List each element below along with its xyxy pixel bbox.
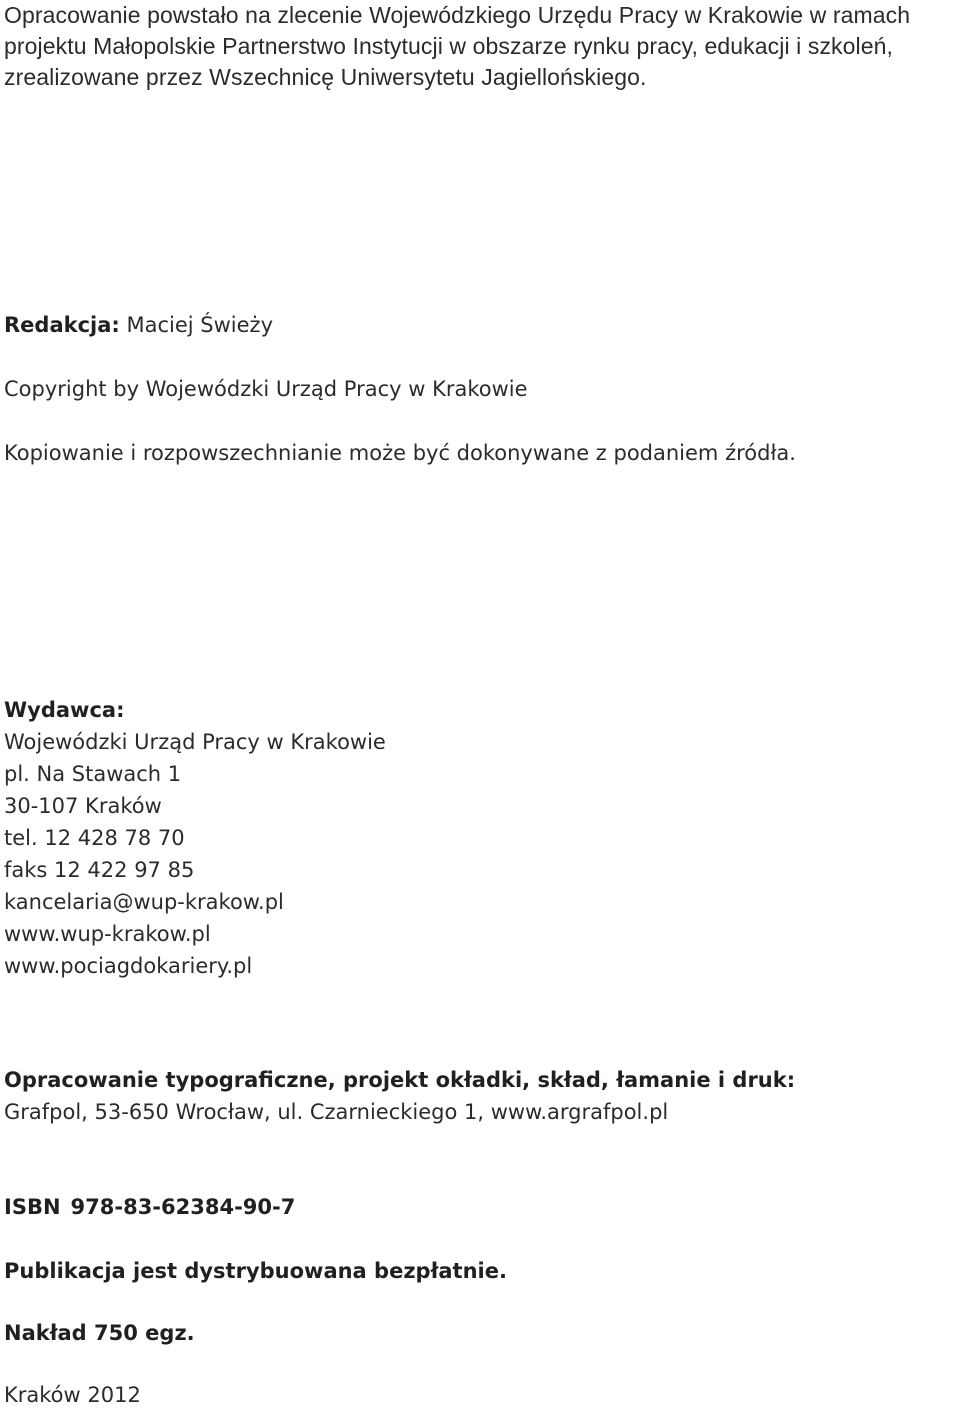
place-and-year: Kraków 2012 (4, 1383, 141, 1407)
copying-notice: Kopiowanie i rozpowszechnianie może być dokonywane z podaniem źródła. (4, 441, 796, 465)
intro-line: Opracowanie powstało na zlecenie Wojewódzkiego Urzędu Pracy w Krakowie w ramach (4, 2, 911, 28)
intro-line: projektu Małopolskie Partnerstwo Instytucji w obszarze rynku pracy, edukacji i szkoleń, (4, 33, 894, 59)
isbn-value: 978-83-62384-90-7 (70, 1195, 296, 1219)
publisher-website: www.wup-krakow.pl (4, 922, 211, 946)
intro-line: zrealizowane przez Wszechnicę Uniwersytetu Jagiellońskiego. (4, 64, 647, 90)
intro-paragraph (4, 0, 910, 93)
typography-credit: Grafpol, 53-650 Wrocław, ul. Czarnieckiego 1, www.argrafpol.pl (4, 1100, 669, 1124)
redakcja-line (4, 313, 273, 337)
publisher-phone: tel. 12 428 78 70 (4, 826, 185, 850)
distribution-notice: Publikacja jest dystrybuowana bezpłatnie. (4, 1259, 507, 1283)
publisher-street: pl. Na Stawach 1 (4, 762, 182, 786)
print-run: Nakład 750 egz. (4, 1321, 195, 1345)
copyright-line: Copyright by Wojewódzki Urząd Pracy w Krakowie (4, 377, 528, 401)
publisher-fax: faks 12 422 97 85 (4, 858, 195, 882)
redakcja-value: Maciej Świeży (119, 313, 273, 337)
redakcja-label: Redakcja: (4, 313, 120, 337)
publisher-label: Wydawca: (4, 698, 125, 722)
isbn-label: ISBN (4, 1195, 61, 1219)
publisher-block (4, 694, 386, 982)
typography-heading: Opracowanie typograficzne, projekt okładki, skład, łamanie i druk: (4, 1068, 796, 1092)
publisher-website-secondary: www.pociagdokariery.pl (4, 954, 253, 978)
publisher-city: 30-107 Kraków (4, 794, 162, 818)
publisher-email: kancelaria@wup-krakow.pl (4, 890, 284, 914)
publisher-name: Wojewódzki Urząd Pracy w Krakowie (4, 730, 386, 754)
isbn-line (4, 1195, 295, 1219)
